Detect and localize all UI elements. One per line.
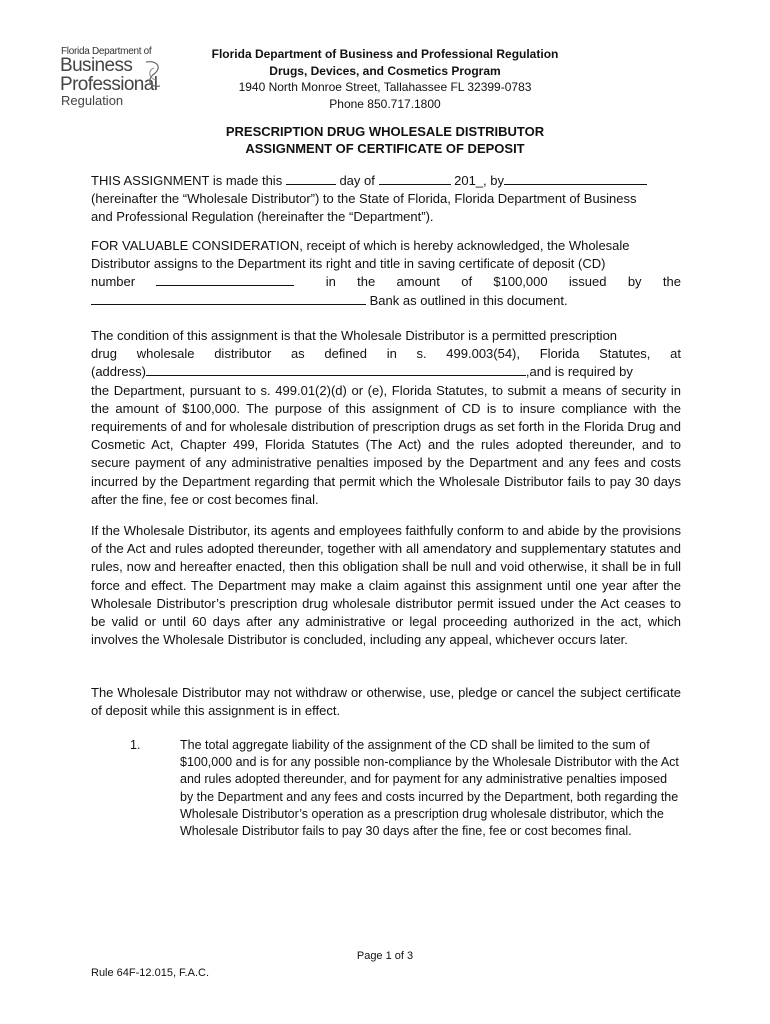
cd-word-5: of (461, 274, 473, 290)
intro-line-1 (91, 172, 681, 190)
title-line-2: ASSIGNMENT OF CERTIFICATE OF DEPOSIT (245, 140, 525, 156)
cd-word-4: amount (396, 274, 440, 290)
program-name: Drugs, Devices, and Cosmetics Program (269, 63, 501, 78)
condition-line-2 (91, 345, 681, 363)
cond-word-6: in (386, 346, 397, 362)
bank-name-blank-field[interactable] (91, 292, 366, 305)
agency-header (170, 46, 600, 112)
consideration-line-3 (91, 273, 681, 291)
agency-address: 1940 North Monroe Street, Tallahassee FL 32399-0783 (238, 80, 532, 94)
agency-phone: Phone 850.717.1800 (329, 96, 441, 111)
agency-name: Florida Department of Business and Professional Regulation (211, 47, 559, 61)
logo-line-2: Business (60, 55, 133, 76)
cond-word-10: Statutes, (599, 346, 651, 362)
item-text: The total aggregate liability of the assignment of the CD shall be limited to the sum of $100,000 and is for any possible non-compliance by the Wholesale Distributor with the Act and rules adopted thereunder, and for payment for any administrative penalties imposed by the Department and any fees and costs incurred by the Department, both regarding the Wholesale Distributor’s operation as a prescription drug wholesale distributor, which the Wholesale Distributor fails to pay 30 days after the fine, fee or cost becomes final. (180, 738, 679, 839)
logo-line-4: Regulation (61, 93, 124, 108)
cd-word-3: the (357, 274, 376, 290)
intro-line-2: (hereinafter the “Wholesale Distributor”) to the State of Florida, Florida Department of Business (91, 191, 637, 207)
bank-outlined-text: Bank as outlined in this document. (369, 292, 568, 308)
logo-swirl-icon (140, 58, 166, 92)
condition-line-1: The condition of this assignment is that the Wholesale Distributor is a permitted prescription (91, 328, 618, 343)
cd-number-blank-field[interactable] (156, 273, 294, 286)
condition-body-text: the Department, pursuant to s. 499.01(2)(d) or (e), Florida Statutes, to submit a means of security in the amount of $100,000. The purpose of this assignment of CD is to insure compliance with the requirements of and for wholesale distribution of prescription drugs as set forth in the Florida Drug and Cosmetic Act, Chapter 499, Florida Statutes (The Act) and the rules adopted thereunder, and to secure payment of any administrative penalties imposed by the Department and any fees and costs incurred by the Department regarding that permit which the Wholesale Distributor fails to pay 30 days after the fine, fee or cost becomes final. (91, 382, 681, 507)
cd-word-9: the (662, 274, 681, 290)
cond-word-4: as (290, 346, 305, 362)
intro-line-3: and Professional Regulation (hereinafter the “Department”). (91, 209, 434, 225)
cond-word-7: s. (416, 346, 427, 362)
cd-word-6: $100,000 (493, 274, 548, 290)
page-number: Page 1 of 3 (356, 950, 414, 962)
consideration-line-4 (91, 292, 681, 310)
cond-word-5: defined (324, 346, 368, 362)
document-title (120, 124, 650, 157)
condition-line-3 (91, 363, 681, 381)
distributor-name-blank-field[interactable] (504, 172, 647, 185)
cond-word-8: 499.003(54), (446, 346, 521, 362)
conformance-paragraph: If the Wholesale Distributor, its agents and employees faithfully conform to and abide by the provisions of the Act and rules adopted thereunder, together with all amendatory and supplementary statutes and rules, now and hereafter enacted, then this obligation shall be null and void otherwise, it shall be in full force and effect. The Department may make a claim against this assignment until one year after the Wholesale Distributor’s prescription drug wholesale distributor permit issued under the Act ceases to be valid or until 60 days after any administrative or legal proceeding authorized in the act, which involves the Wholesale Distributor is concluded, including any appeal, whichever occurs later. (91, 523, 681, 648)
day-blank-field[interactable] (286, 172, 336, 185)
rule-citation: Rule 64F-12.015, F.A.C. (91, 967, 210, 979)
cd-word-2: in (325, 274, 336, 290)
logo-line-3: Professional (60, 74, 158, 95)
intro-text-b: day of (339, 173, 375, 188)
consideration-line-1 (91, 237, 681, 255)
address-blank-field[interactable] (146, 363, 526, 376)
intro-text-c: 201_, by (454, 173, 504, 188)
cond-word-9: Florida (539, 346, 580, 362)
logo-line-1: Florida Department of (61, 46, 152, 57)
cond-word-3: distributor (214, 346, 272, 362)
consideration-line-1-text: FOR VALUABLE CONSIDERATION, receipt of which is hereby acknowledged, the Wholesale (91, 238, 630, 253)
cd-word-1: number (91, 274, 136, 290)
required-by-text: ,and is required by (525, 364, 633, 380)
dbpr-logo (60, 46, 170, 108)
withdrawal-paragraph: The Wholesale Distributor may not withdraw or otherwise, use, pledge or cancel the subject certificate of deposit while this assignment is in effect. (91, 685, 681, 719)
condition-paragraph (91, 327, 681, 509)
intro-text-a: THIS ASSIGNMENT is made this (91, 173, 283, 188)
title-line-1: PRESCRIPTION DRUG WHOLESALE DISTRIBUTOR (225, 124, 545, 139)
cond-word-11: at (670, 346, 681, 362)
cd-word-8: by (627, 274, 642, 290)
cond-word-2: wholesale (136, 346, 195, 362)
address-label: (address) (91, 364, 146, 380)
consideration-line-2: Distributor assigns to the Department its right and title in saving certificate of deposit (CD) (91, 256, 606, 272)
cond-word-1: drug (91, 346, 118, 362)
month-blank-field[interactable] (379, 172, 451, 185)
cd-word-7: issued (568, 274, 607, 290)
consideration-paragraph (91, 237, 681, 310)
assignment-intro-paragraph (91, 172, 681, 227)
item-number: 1. (130, 738, 141, 752)
